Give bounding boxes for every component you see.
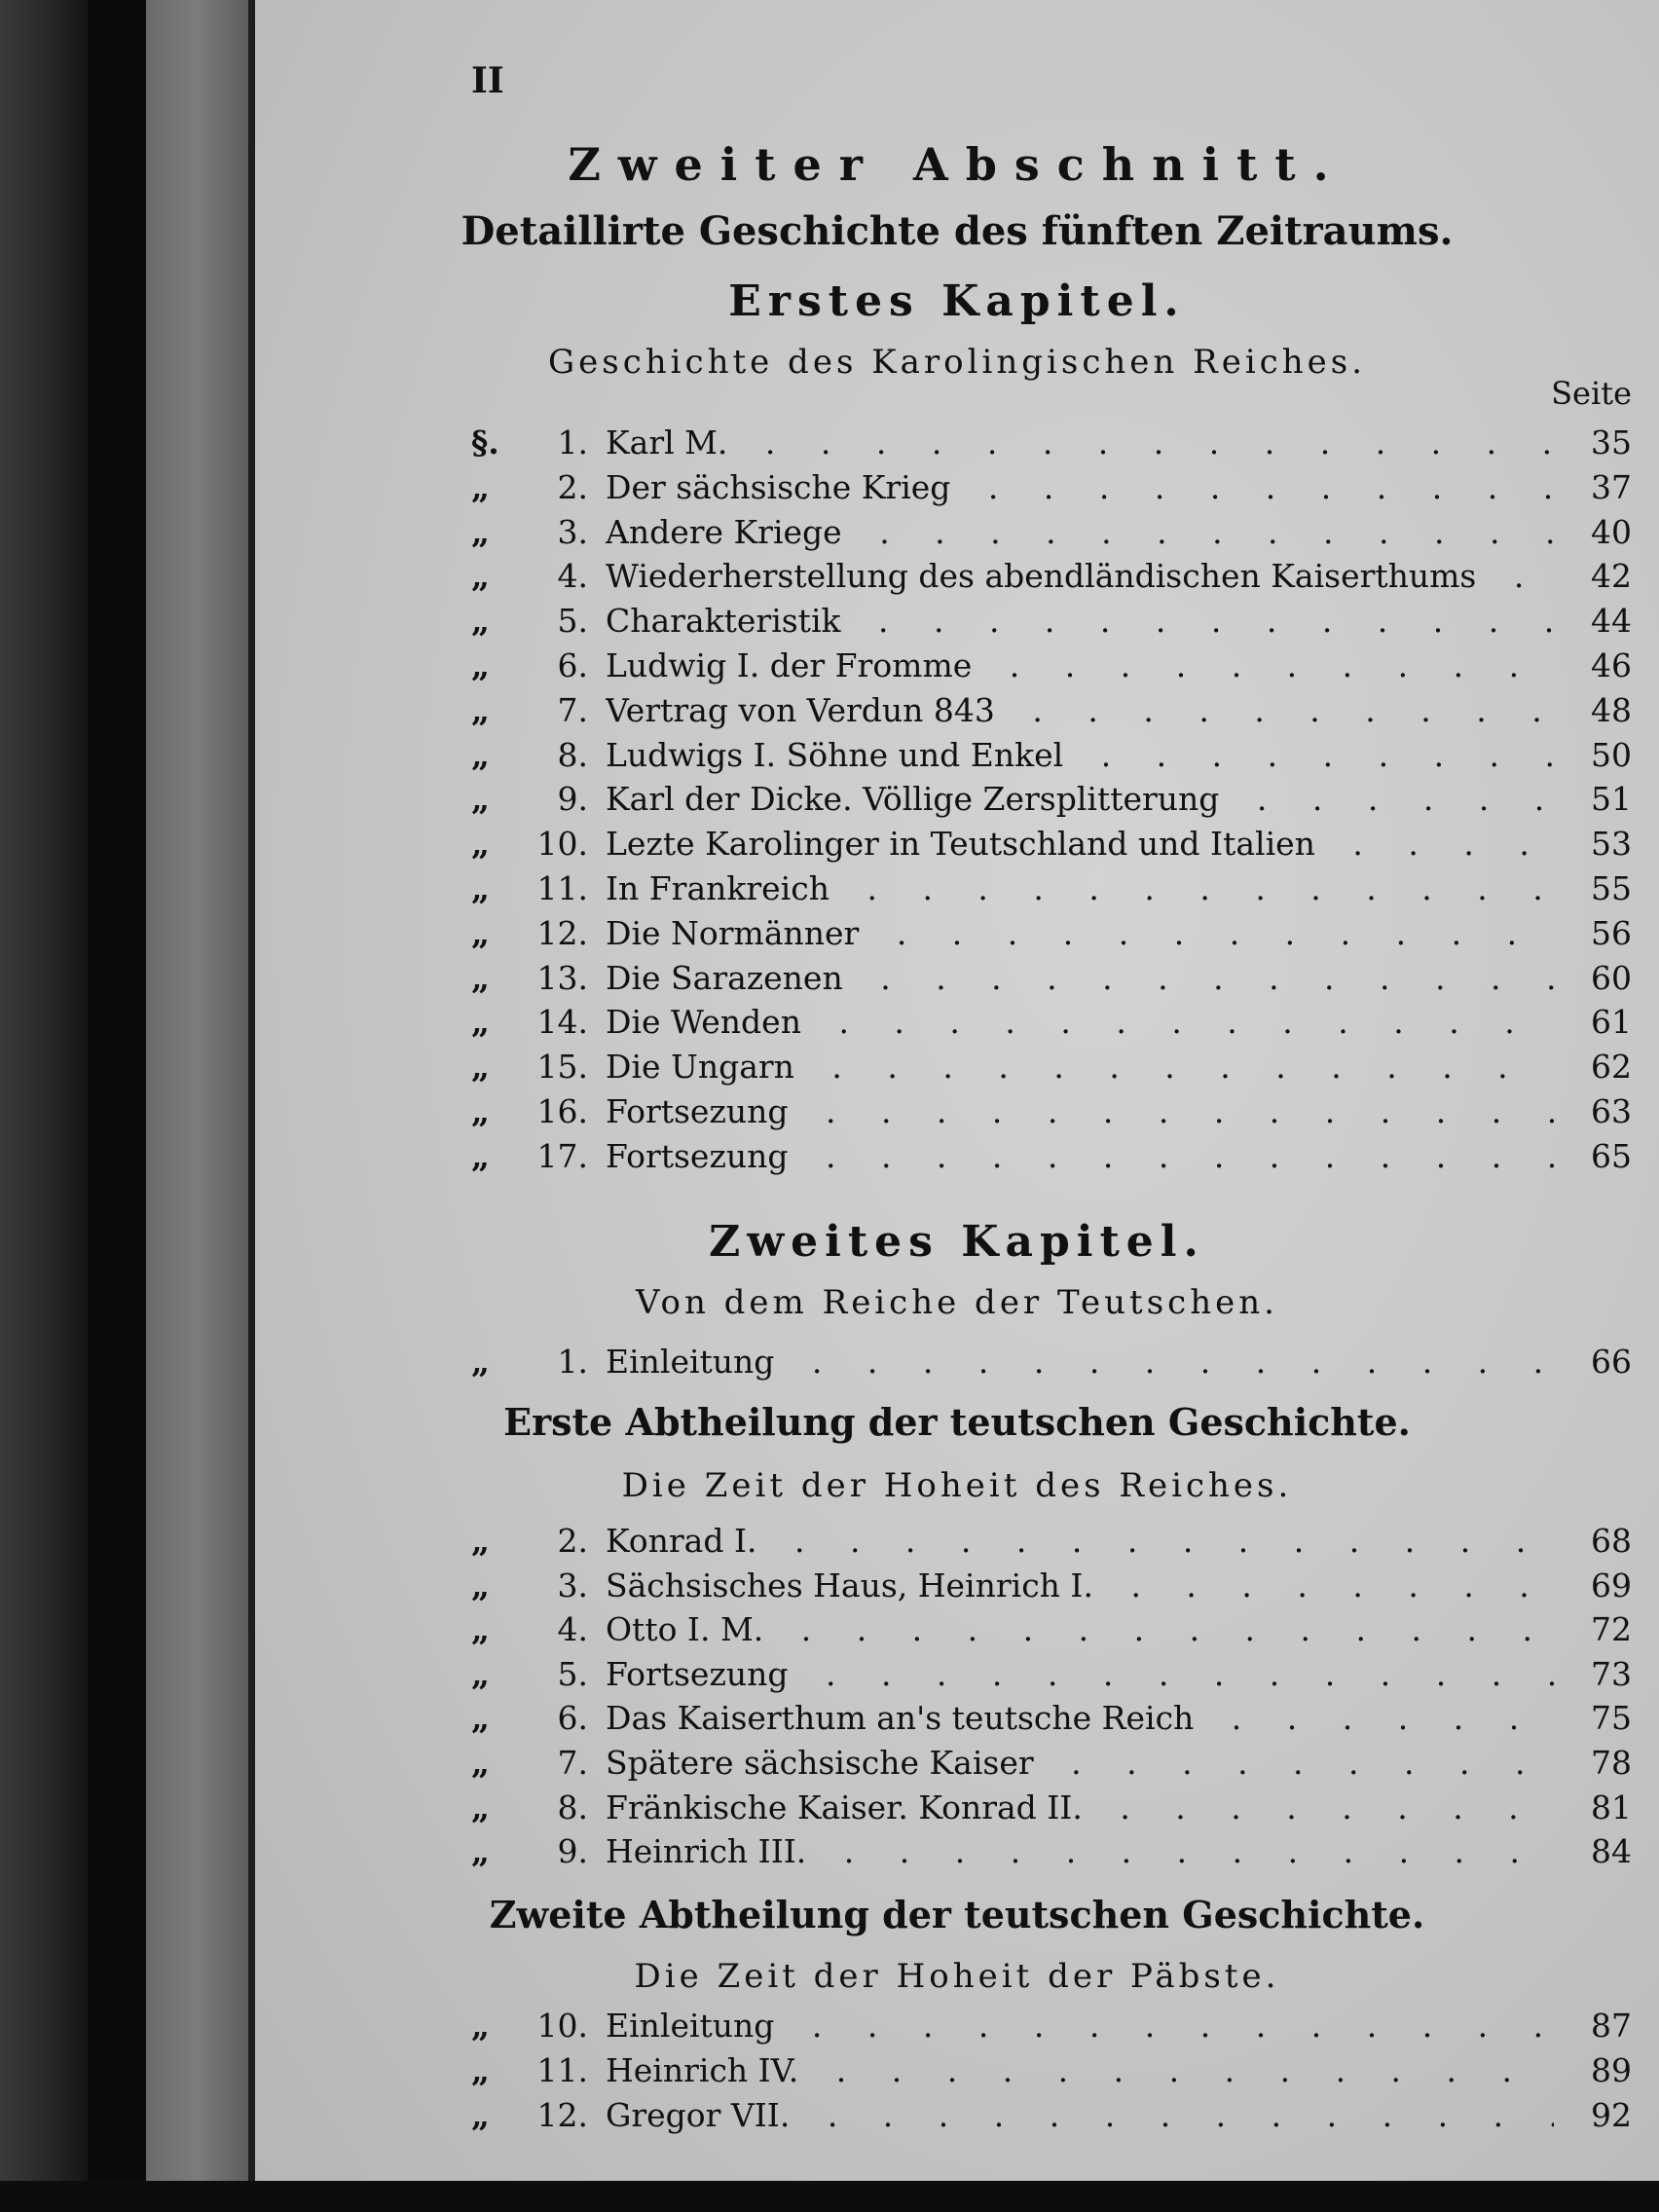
- entry-page-number: 68: [1591, 1522, 1632, 1560]
- entry-page-number: 51: [1591, 780, 1632, 819]
- toc-entry: [471, 644, 1632, 688]
- entry-number: 1.: [557, 424, 588, 461]
- ditto-mark: „: [471, 557, 490, 596]
- entry-number: 8.: [557, 1788, 588, 1826]
- entry-title: Karl der Dicke. Völlige Zersplitterung . .: [606, 777, 1554, 822]
- entry-number: 1.: [557, 1343, 588, 1381]
- entry-page-number: 62: [1591, 1048, 1632, 1087]
- entry-title: Heinrich III. . .: [606, 1829, 1554, 1874]
- entry-page-number: 72: [1591, 1610, 1632, 1649]
- section-heading: Zweiter Abschnitt.: [568, 138, 1346, 191]
- entry-title: Vertrag von Verdun 843 . .: [606, 688, 1554, 733]
- toc-entry: [471, 2048, 1632, 2093]
- ditto-mark: „: [471, 1610, 490, 1649]
- toc-entry: [471, 2093, 1632, 2138]
- toc-entry: [471, 599, 1632, 644]
- toc-entry: [471, 1652, 1632, 1697]
- ditto-mark: „: [471, 602, 490, 641]
- entry-title: Karl M. . .: [606, 421, 1554, 465]
- toc-entry: [471, 465, 1632, 510]
- toc-entry: [471, 866, 1632, 911]
- entry-title: Fränkische Kaiser. Konrad II. . .: [606, 1786, 1554, 1830]
- entry-title: Einleitung . .: [606, 1340, 1554, 1384]
- ditto-mark: „: [471, 690, 490, 729]
- entry-number: 17.: [536, 1136, 588, 1175]
- toc-entry: [471, 1045, 1632, 1089]
- entry-page-number: 69: [1591, 1566, 1632, 1604]
- entry-title: Die Ungarn . .: [606, 1045, 1554, 1089]
- ditto-mark: „: [471, 1654, 490, 1693]
- ditto-mark: §.: [471, 424, 499, 461]
- book-page: [255, 0, 1659, 2212]
- toc-entry: [471, 911, 1632, 956]
- ditto-mark: „: [471, 913, 490, 952]
- entry-number: 8.: [557, 735, 588, 774]
- entry-page-number: 73: [1591, 1654, 1632, 1693]
- entry-number: 12.: [536, 2096, 588, 2134]
- ditto-mark: „: [471, 2051, 490, 2089]
- entry-page-number: 84: [1591, 1832, 1632, 1871]
- entry-number: 6.: [557, 646, 588, 684]
- entry-title: Der sächsische Krieg . .: [606, 465, 1554, 510]
- book-spine-edge: [88, 0, 146, 2212]
- entry-number: 3.: [557, 512, 588, 551]
- entry-number: 10.: [536, 2007, 588, 2045]
- entry-title: Gregor VII. . .: [606, 2093, 1554, 2138]
- ditto-mark: „: [471, 869, 490, 907]
- entry-title: Spätere sächsische Kaiser . .: [606, 1741, 1554, 1786]
- book-binding-board: [146, 0, 248, 2212]
- toc-entry: [471, 510, 1632, 555]
- entry-title: Lezte Karolinger in Teutschland und Italien . .: [606, 822, 1554, 866]
- entry-title: Die Wenden . .: [606, 1000, 1554, 1045]
- toc-entry: [471, 1564, 1632, 1608]
- page-number: II: [471, 60, 504, 101]
- toc-entry: [471, 1000, 1632, 1045]
- division-2-heading: Zweite Abtheilung der teutschen Geschichte.: [489, 1893, 1425, 1936]
- entry-title: Die Normänner . .: [606, 911, 1554, 956]
- ditto-mark: „: [471, 825, 490, 864]
- entry-number: 12.: [536, 913, 588, 952]
- entry-page-number: 61: [1591, 1003, 1632, 1042]
- entry-page-number: 75: [1591, 1699, 1632, 1738]
- ditto-mark: „: [471, 958, 490, 997]
- entry-title: In Frankreich . .: [606, 866, 1554, 911]
- toc-entry: [471, 1340, 1632, 1384]
- ditto-mark: „: [471, 1136, 490, 1175]
- ditto-mark: „: [471, 1048, 490, 1087]
- entry-page-number: 78: [1591, 1744, 1632, 1782]
- entry-number: 14.: [536, 1003, 588, 1042]
- entry-page-number: 89: [1591, 2051, 1632, 2089]
- entry-number: 7.: [557, 690, 588, 729]
- toc-entry: [471, 2004, 1632, 2048]
- ditto-mark: „: [471, 2007, 490, 2045]
- entry-number: 16.: [536, 1092, 588, 1130]
- entry-number: 9.: [557, 1832, 588, 1871]
- ditto-mark: „: [471, 2096, 490, 2134]
- division-2-title: Die Zeit der Hoheit der Päbste.: [634, 1957, 1280, 1996]
- toc-entry: [471, 1519, 1632, 1564]
- ditto-mark: „: [471, 467, 490, 506]
- entry-title: Konrad I. . .: [606, 1519, 1554, 1564]
- toc-entry: [471, 1089, 1632, 1134]
- entry-title: Fortsezung . .: [606, 1652, 1554, 1697]
- ditto-mark: „: [471, 1566, 490, 1604]
- section-subheading: Detaillirte Geschichte des fünften Zeitraums.: [461, 208, 1454, 254]
- entry-page-number: 63: [1591, 1092, 1632, 1130]
- entry-title: Charakteristik . .: [606, 599, 1554, 644]
- ditto-mark: „: [471, 780, 490, 819]
- entry-page-number: 56: [1591, 913, 1632, 952]
- entry-number: 13.: [536, 958, 588, 997]
- entry-number: 11.: [536, 2051, 588, 2089]
- entry-number: 7.: [557, 1744, 588, 1782]
- ditto-mark: „: [471, 1788, 490, 1826]
- entry-number: 9.: [557, 780, 588, 819]
- toc-entry: [471, 1829, 1632, 1874]
- entry-page-number: 50: [1591, 735, 1632, 774]
- entry-page-number: 44: [1591, 602, 1632, 641]
- toc-entry: [471, 1786, 1632, 1830]
- entry-page-number: 46: [1591, 646, 1632, 684]
- entry-number: 3.: [557, 1566, 588, 1604]
- toc-entry: [471, 777, 1632, 822]
- ditto-mark: „: [471, 1343, 490, 1381]
- entry-number: 4.: [557, 557, 588, 596]
- chapter-2-heading: Zweites Kapitel.: [709, 1217, 1205, 1267]
- entry-page-number: 37: [1591, 467, 1632, 506]
- toc-entry: [471, 956, 1632, 1001]
- entry-title: Otto I. M. . .: [606, 1607, 1554, 1652]
- entry-number: 2.: [557, 1522, 588, 1560]
- chapter-2-title: Von dem Reiche der Teutschen.: [636, 1283, 1278, 1322]
- toc-entry: [471, 421, 1632, 465]
- entry-page-number: 65: [1591, 1136, 1632, 1175]
- toc-entry: [471, 688, 1632, 733]
- entry-title: Ludwigs I. Söhne und Enkel . .: [606, 733, 1554, 778]
- toc-entry: [471, 1607, 1632, 1652]
- entry-page-number: 92: [1591, 2096, 1632, 2134]
- ditto-mark: „: [471, 735, 490, 774]
- entry-page-number: 53: [1591, 825, 1632, 864]
- toc-entry: [471, 1134, 1632, 1179]
- entry-title: Ludwig I. der Fromme . .: [606, 644, 1554, 688]
- entry-page-number: 55: [1591, 869, 1632, 907]
- division-1-title: Die Zeit der Hoheit des Reiches.: [621, 1466, 1293, 1505]
- entry-number: 10.: [536, 825, 588, 864]
- entry-number: 4.: [557, 1610, 588, 1649]
- bottom-edge-shadow: [0, 2181, 1659, 2212]
- entry-page-number: 66: [1591, 1343, 1632, 1381]
- page-column-header: Seite: [1551, 375, 1632, 412]
- entry-number: 11.: [536, 869, 588, 907]
- toc-entry: [471, 822, 1632, 866]
- entry-title: Einleitung . .: [606, 2004, 1554, 2048]
- division-1-heading: Erste Abtheilung der teutschen Geschichte.: [503, 1400, 1411, 1444]
- entry-title: Das Kaiserthum an's teutsche Reich . .: [606, 1696, 1554, 1741]
- entry-title: Heinrich IV. . .: [606, 2048, 1554, 2093]
- entry-number: 2.: [557, 467, 588, 506]
- ditto-mark: „: [471, 1699, 490, 1738]
- entry-title: Die Sarazenen . .: [606, 956, 1554, 1001]
- ditto-mark: „: [471, 1832, 490, 1871]
- ditto-mark: „: [471, 1092, 490, 1130]
- toc-entry: [471, 1696, 1632, 1741]
- toc-entry: [471, 554, 1632, 599]
- ditto-mark: „: [471, 1003, 490, 1042]
- entry-number: 5.: [557, 1654, 588, 1693]
- entry-page-number: 48: [1591, 690, 1632, 729]
- entry-page-number: 81: [1591, 1788, 1632, 1826]
- entry-page-number: 35: [1591, 424, 1632, 461]
- chapter-1-title: Geschichte des Karolingischen Reiches.: [547, 343, 1367, 382]
- entry-page-number: 42: [1591, 557, 1632, 596]
- entry-title: Fortsezung . .: [606, 1134, 1554, 1179]
- entry-title: Andere Kriege . .: [606, 510, 1554, 555]
- entry-title: Fortsezung . .: [606, 1089, 1554, 1134]
- entry-page-number: 87: [1591, 2007, 1632, 2045]
- entry-page-number: 60: [1591, 958, 1632, 997]
- book-spine-shadow: [0, 0, 88, 2212]
- entry-number: 15.: [536, 1048, 588, 1087]
- toc-entry: [471, 733, 1632, 778]
- entry-title: Sächsisches Haus, Heinrich I. . .: [606, 1564, 1554, 1608]
- chapter-1-heading: Erstes Kapitel.: [728, 276, 1186, 326]
- entry-number: 5.: [557, 602, 588, 641]
- entry-page-number: 40: [1591, 512, 1632, 551]
- toc-entry: [471, 1741, 1632, 1786]
- ditto-mark: „: [471, 1522, 490, 1560]
- ditto-mark: „: [471, 646, 490, 684]
- entry-number: 6.: [557, 1699, 588, 1738]
- ditto-mark: „: [471, 512, 490, 551]
- ditto-mark: „: [471, 1744, 490, 1782]
- entry-title: Wiederherstellung des abendländischen Kaiserthums . .: [606, 554, 1554, 599]
